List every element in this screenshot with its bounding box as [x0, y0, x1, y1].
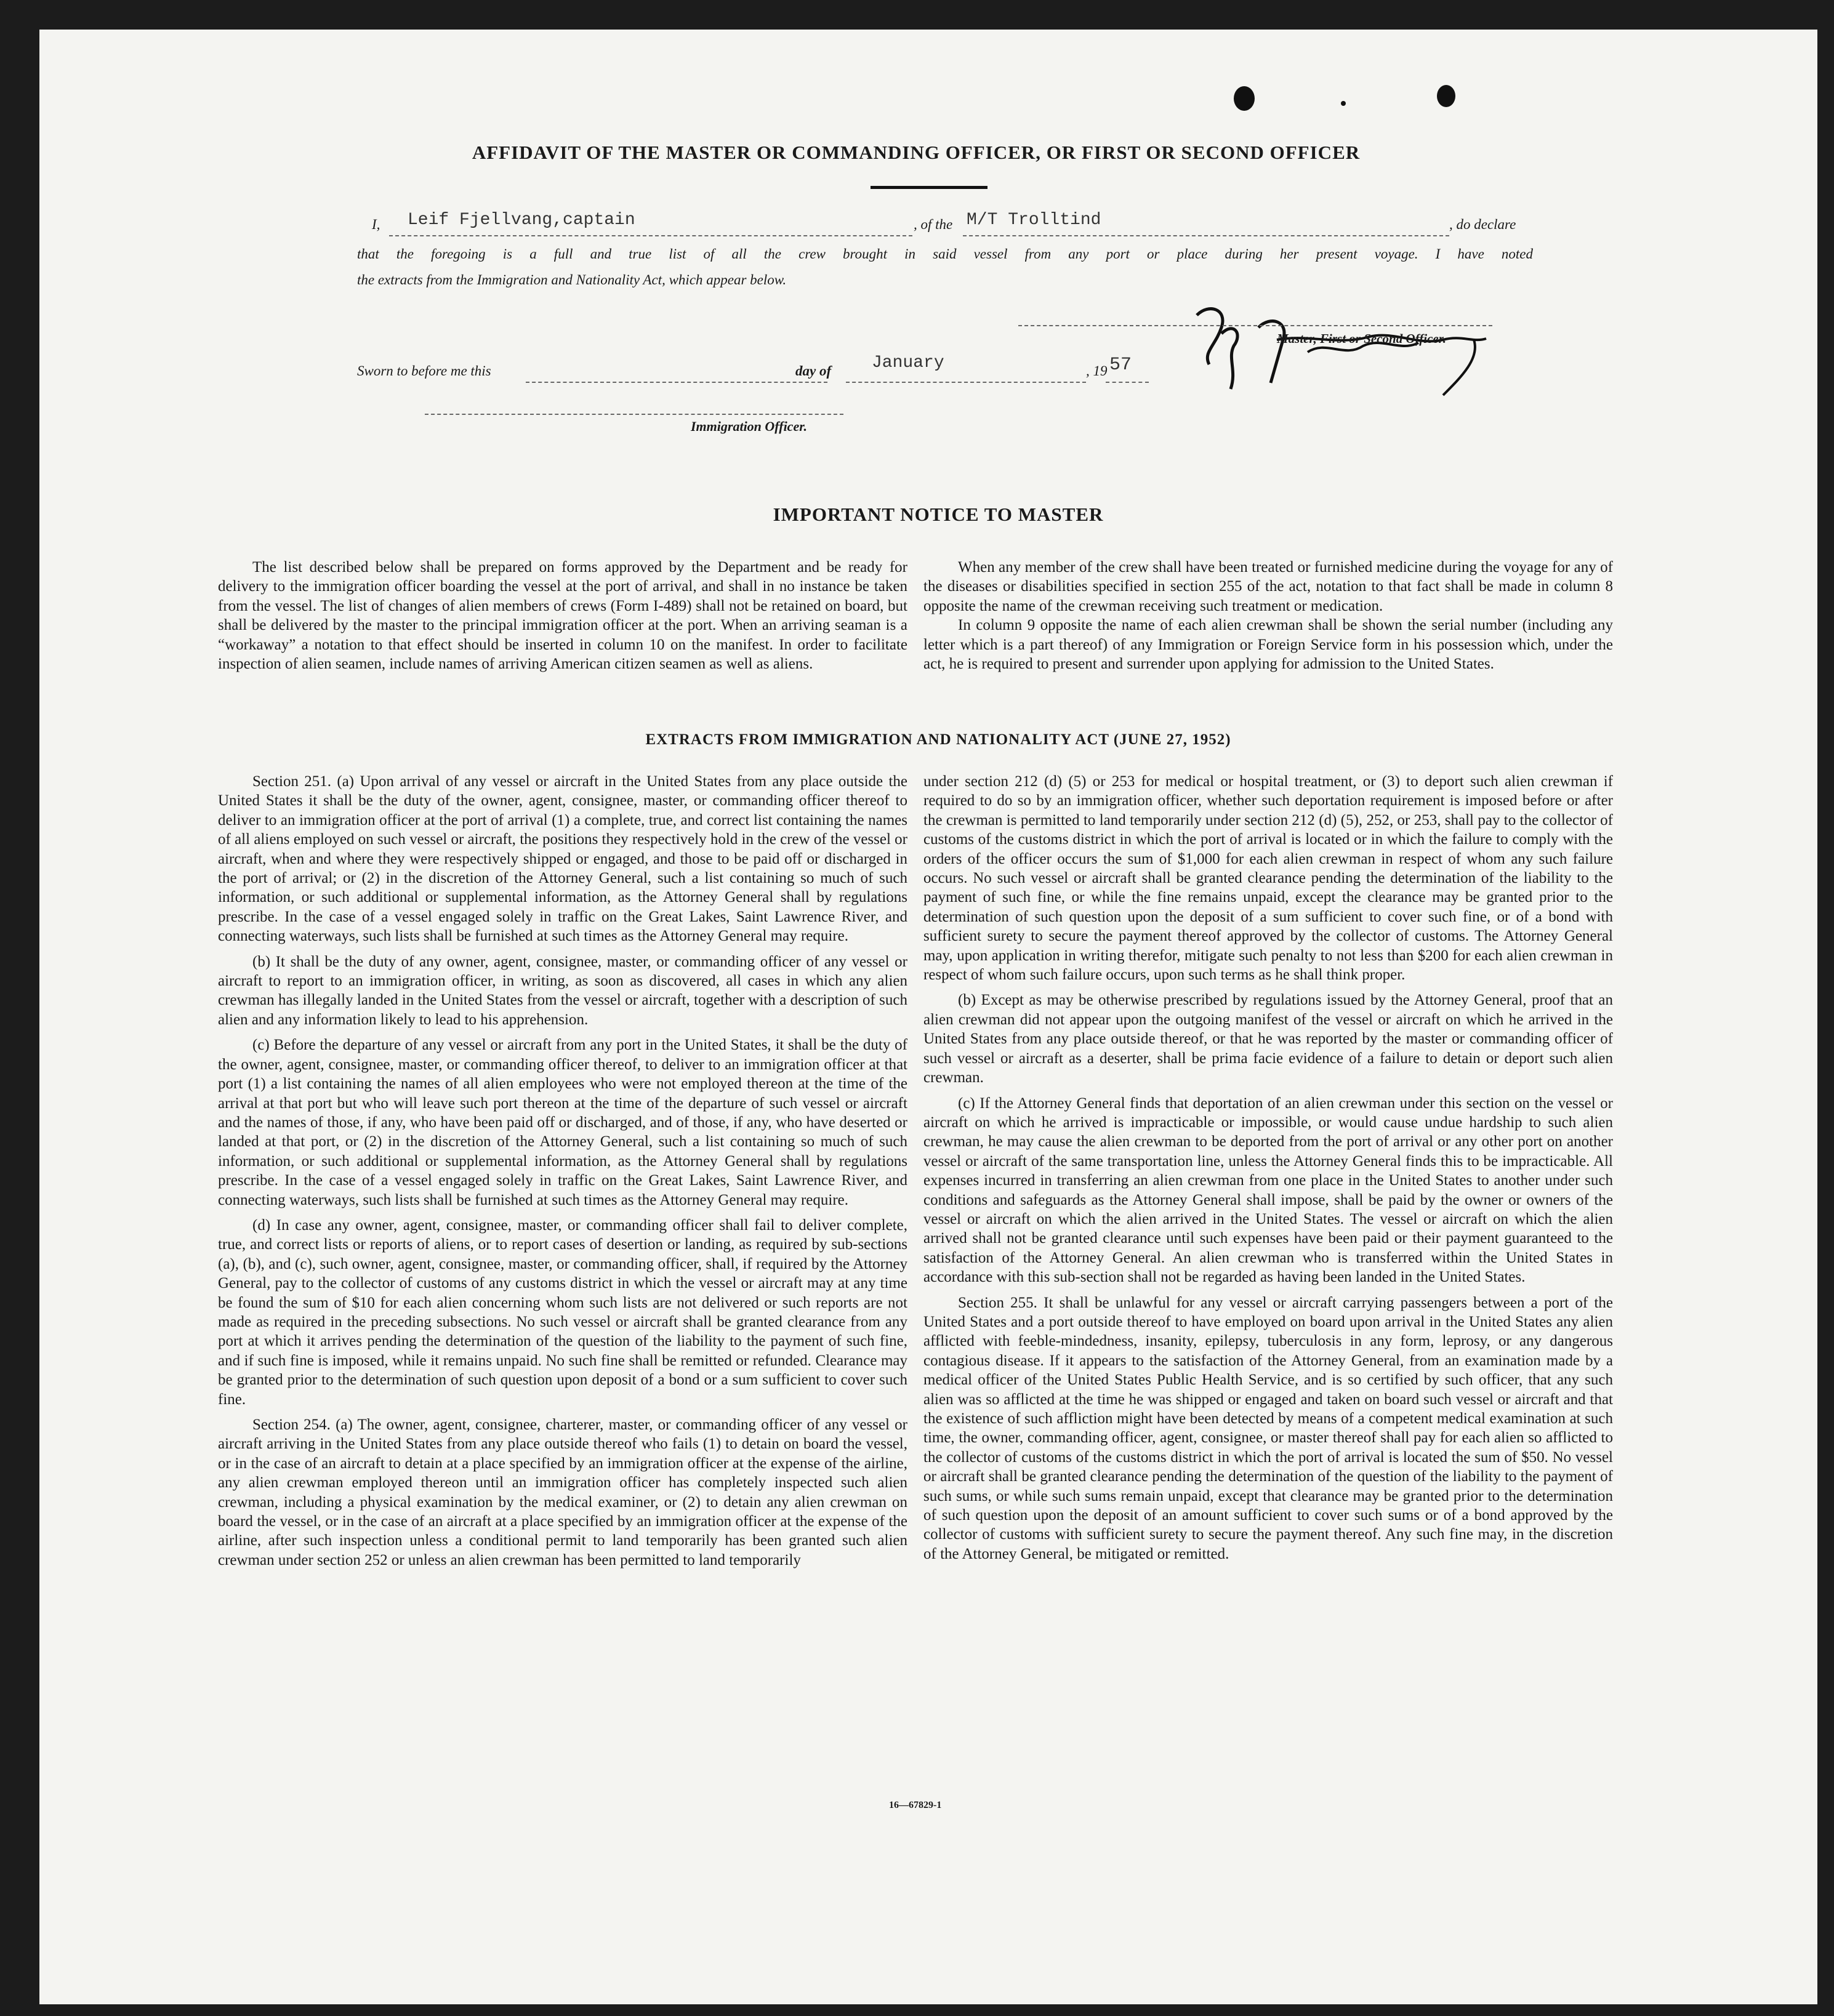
captain-name-field: Leif Fjellvang,captain — [408, 211, 635, 230]
extract-paragraph: (b) It shall be the duty of any owner, agent, consignee, master, or commanding officer of any vessel or aircraft to report to an immigration officer, in writing, as soon as discovered, all cases in which any alien crewman has illegally landed in the United States from the vessel or aircraft, together with a description of such alien and any information likely to lead to his apprehension. — [218, 953, 907, 1028]
of-the-label: , of the — [914, 217, 953, 232]
extract-paragraph: (b) Except as may be otherwise prescribed by regulations issued by the Attorney General, proof that an alien crewman did not appear upon the outgoing manifest of the vessel or aircraft on which he arrived in the United States from any place outside thereof, or that he was reported by the master or commanding officer of such vessel or aircraft as a deserter, shall be prima facie evidence of a failure to detain or deport such alien crewman. — [923, 992, 1613, 1086]
notice-left-column — [218, 558, 907, 680]
do-declare-label: , do declare — [1449, 217, 1516, 232]
form-number: 16—67829-1 — [889, 1800, 942, 1810]
name-underline — [389, 235, 912, 236]
extract-paragraph: under section 212 (d) (5) or 253 for medical or hospital treatment, or (3) to deport such alien crewman if required to do so by an immigration officer, whether such deportation requirement is imposed before or after the crewman is permitted to land temporarily under section 212 (d) (5), 252, or 253, shall pay to the collector of customs of the customs district in which the port of arrival is located or in which the failure to comply with the orders of the officer occurs the sum of $1,000 for each alien crewman in respect of whom any such failure occurs. No such vessel or aircraft shall be granted clearance pending the determination of the liability to the payment of such fine, or while the fine remains unpaid, except the clearance may be granted prior to the determination of such question upon the deposit of a sum sufficient to cover such fine, or of a bond with sufficient surety to secure the payment thereof approved by the collector of customs. The Attorney General may, upon application in writing therefor, mitigate such penalty to not less than $200 for each alien crewman in respect of whom such failure occurs, upon such terms as he shall think proper. — [923, 773, 1613, 984]
month-underline — [846, 382, 1086, 383]
vessel-name-field: M/T Trolltind — [967, 211, 1101, 230]
extracts-left-column — [218, 772, 907, 1576]
notice-left-paragraph: The list described below shall be prepared on forms approved by the Department and be ready for delivery to the immigration officer boarding the vessel at the port of arrival, and shall in no instance be taken from the vessel. The list of changes of alien members of crews (Form I-489) shall not be retained on board, but shall be delivered by the master to the principal immigration officer at the port. When an arriving seaman is a “workaway” a notation to that effect should be inserted in column 10 on the manifest. In order to facilitate inspection of alien seamen, include names of arriving American citizen seamen as well as aliens. — [218, 559, 907, 673]
immigration-officer-caption: Immigration Officer. — [691, 419, 808, 434]
year-field: 57 — [1109, 355, 1132, 375]
day-of-label: day of — [795, 363, 832, 379]
month-field: January — [872, 353, 944, 372]
sworn-label: Sworn to before me this — [357, 363, 491, 379]
extract-paragraph: (d) In case any owner, agent, consignee, master, or commanding officer shall fail to deliver complete, true, and correct lists or reports of aliens, or to report cases of desertion or landing, as required by sub-sections (a), (b), and (c), such owner, agent, consignee, master, or commanding officer, shall, if required by the Attorney General, pay to the collector of customs of any customs district in which the vessel or aircraft may at any time be found the sum of $10 for each alien concerning whom such lists are not delivered or such reports are not made as required in the preceding subsections. No such vessel or aircraft shall be granted clearance from any port at which it arrives pending the determination of the question of the liability to the payment of such fine, and if such fine is imposed, while it remains unpaid. No such fine shall be remitted or refunded. Clearance may be granted prior to the determination of such question upon deposit of a bond or a sum sufficient to cover such fine. — [218, 1216, 907, 1408]
signature-caption: Master, First or Second Officer. — [1277, 331, 1446, 346]
notice-right-paragraph-2: In column 9 opposite the name of each alien crewman shall be shown the serial number (including any letter which is a part thereof) of any Immigration or Foreign Service form in his possession which, under the act, he is required to present and surrender upon applying for admission to the United States. — [923, 617, 1613, 673]
ink-dot — [1341, 101, 1346, 106]
notice-right-paragraph-1: When any member of the crew shall have been treated or furnished medicine during the voyage for any of the diseases or disabilities specified in section 255 of the act, notation to that fact shall be made in column 8 opposite the name of the crewman receiving such treatment or medication. — [923, 559, 1613, 614]
extract-paragraph: Section 255. It shall be unlawful for any vessel or aircraft carrying passengers between a port of the United States and a port outside thereof to have employed on board upon arrival in the United States any alien afflicted with feeble-mindedness, insanity, epilepsy, tuberculosis in any form, leprosy, or any dangerous contagious disease. If it appears to the satisfaction of the Attorney General, from an examination made by a medical officer of the United States Public Health Service, and is so certified by such officer, that any such alien was so afflicted at the time he was shipped or engaged and taken on board such vessel or aircraft and that the existence of such affliction might have been detected by means of a competent medical examination at such time, the owner, commanding officer, agent, consignee, or master thereof shall pay for each alien so afflicted to the collector of customs of the customs district in which the port of arrival is located the sum of $50. No vessel or aircraft shall be granted clearance pending the determination of the question of the liability to the payment of such sums, or while such sums remain unpaid, except that clearance may be granted prior to the determination of such question upon the deposit of an amount sufficient to cover such sums or of a bond approved by the collector of customs with sufficient surety to secure the payment thereof. Any such fine may, in the discretion of the Attorney General, be mitigated or remitted. — [923, 1294, 1613, 1562]
notice-title: IMPORTANT NOTICE TO MASTER — [773, 504, 1104, 525]
declaration-line-2: that the foregoing is a full and true list of all the crew brought in said vessel from any port or place during her present voyage. I have noted — [357, 246, 1533, 262]
ink-blot — [1437, 85, 1455, 107]
declaration-i-label: I, — [372, 217, 380, 232]
extract-paragraph: Section 251. (a) Upon arrival of any vessel or aircraft in the United States from any place outside the United States it shall be the duty of the owner, agent, consignee, master, or commanding officer thereof to deliver to an immigration officer at the port of arrival (1) a complete, true, and correct list containing the names of all aliens employed on such vessel or aircraft, the positions they respectively hold in the crew of the vessel or aircraft, when and where they were respectively shipped or engaged, and those to be paid off or discharged in the port of arrival; or (2) in the discretion of the Attorney General, such a list containing so much of such information, or such additional or supplemental information, as the Attorney General shall by regulations prescribe. In the case of a vessel engaged solely in traffic on the Great Lakes, Saint Lawrence River, and connecting waterways, such lists shall be furnished at such times as the Attorney General may require. — [218, 773, 907, 945]
extracts-right-column — [923, 772, 1613, 1570]
extract-paragraph: (c) Before the departure of any vessel or aircraft from any port in the United States, it shall be the duty of the owner, agent, consignee, master, or commanding officer thereof, to deliver to an immigration officer at that port (1) a list containing the names of all alien employees who were not employed thereon at the time of the arrival at that port but who will leave such port thereon at the time of the departure of such vessel or aircraft and the names of those, if any, who have been paid off or discharged, and of those, if any, who have deserted or landed at that port, or (2) in the discretion of the Attorney General, such a list containing so much of such information, or such additional or supplemental information, as the Attorney General shall by regulations prescribe. In the case of a vessel engaged solely in traffic on the Great Lakes, Saint Lawrence River, and connecting waterways, such lists shall be furnished at such times as the Attorney General may require. — [218, 1037, 907, 1208]
heading-rule — [871, 186, 987, 189]
declaration-line-3: the extracts from the Immigration and Nationality Act, which appear below. — [357, 272, 787, 287]
signature-underline — [1018, 325, 1492, 326]
extract-paragraph: Section 254. (a) The owner, agent, consignee, charterer, master, or commanding officer of any vessel or aircraft arriving in the United States from any place outside thereof who fails (1) to detain on board the vessel, or in the case of an aircraft to detain at a place specified by an immigration officer at the expense of the airline, any alien crewman employed thereon until an immigration officer has completely inspected such alien crewman, including a physical examination by the medical examiner, or (2) to detain any alien crewman on board the vessel, or in the case of an aircraft at a place specified by an immigration officer at the expense of the airline, after such inspection unless a conditional permit to land temporarily has been granted such alien crewman under section 252 or unless an alien crewman has been permitted to land temporarily — [218, 1416, 907, 1568]
document-page — [39, 30, 1817, 2004]
extracts-title: EXTRACTS FROM IMMIGRATION AND NATIONALITY ACT (JUNE 27, 1952) — [645, 731, 1231, 748]
extract-paragraph: (c) If the Attorney General finds that deportation of an alien crewman under this section on the vessel or aircraft on which he arrived is impracticable or impossible, or would cause undue hardship to such alien crewman, he may cause the alien crewman to be deported from the port of arrival or any other port on another vessel or aircraft of the same transportation line, unless the Attorney General finds this to be impracticable. All expenses incurred in transferring an alien crewman from one place in the United States to another under such conditions and safeguards as the Attorney General shall impose, shall be paid by the owner or owners of the vessel or aircraft on which the alien arrived in the United States. The vessel or aircraft on which the alien arrived shall not be granted clearance until such expenses have been paid or their payment guaranteed to the satisfaction of the Attorney General. An alien crewman who is transferred within the United States in accordance with this sub-section shall not be regarded as having been landed in the United States. — [923, 1094, 1613, 1286]
notice-right-column — [923, 558, 1613, 680]
sworn-day-underline — [526, 382, 827, 383]
affidavit-heading: AFFIDAVIT OF THE MASTER OR COMMANDING OFFICER, OR FIRST OR SECOND OFFICER — [472, 142, 1361, 163]
year-underline — [1106, 382, 1149, 383]
year-prefix-label: , 19 — [1086, 363, 1108, 379]
vessel-underline — [963, 235, 1449, 236]
immigration-officer-underline — [425, 414, 843, 415]
ink-blot — [1234, 86, 1255, 111]
